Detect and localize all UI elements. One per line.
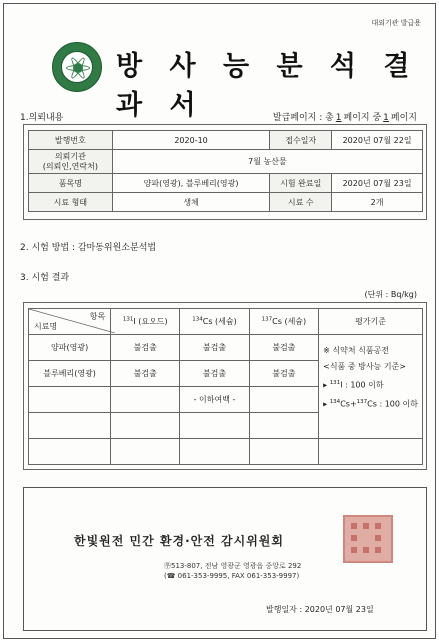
col-header-i131: $^{131}$I (요오드)	[111, 309, 180, 335]
section3-heading: 3. 시험 결과	[20, 273, 70, 283]
row4-empty	[180, 413, 249, 439]
receipt-date-value: 2020년 07월 22일	[332, 131, 423, 150]
item-label: 품목명	[29, 174, 113, 193]
row2-sample-name: 블루베리(영광)	[29, 361, 111, 387]
row3-empty	[249, 387, 318, 413]
sample-type-label: 시료 형태	[29, 193, 113, 212]
unit-label: (단위 : Bq/kg)	[364, 290, 417, 299]
official-seal-stamp-icon	[343, 515, 393, 563]
committee-name: 한빛원전 민간 환경·안전 감시위원회	[74, 534, 284, 548]
section1-heading: 1.의뢰내용	[20, 113, 64, 123]
row2-i131: 불검출	[111, 361, 180, 387]
col-header-cs137: $^{137}$Cs (세슘)	[249, 309, 318, 335]
row5-empty	[111, 439, 180, 465]
test-done-value: 2020년 07월 23일	[332, 174, 423, 193]
row3-empty	[29, 387, 111, 413]
document-page	[3, 3, 436, 639]
row1-i131: 불검출	[111, 335, 180, 361]
requester-value: 7월 농산물	[112, 150, 422, 174]
test-done-label: 시험 완료일	[270, 174, 332, 193]
row4-empty	[249, 413, 318, 439]
row2-cs137: 불검출	[249, 361, 318, 387]
row4-empty	[29, 413, 111, 439]
requester-label: 의뢰기관 (의뢰인,연락처)	[29, 150, 113, 174]
issued-date: 발행일자 : 2020년 07월 23일	[266, 605, 374, 614]
results-table	[28, 308, 423, 465]
col-header-criteria: 평가기준	[319, 309, 423, 335]
row1-sample-name: 양파(영광)	[29, 335, 111, 361]
organization-logo-icon	[52, 42, 102, 92]
sample-count-label: 시료 수	[270, 193, 332, 212]
page-title: 방 사 능 분 석 결 과 서	[116, 51, 419, 121]
issue-page-info: 발급페이지 : 총 1 페이지 중 1 페이지	[272, 113, 417, 123]
sample-type-value: 생체	[112, 193, 270, 212]
row1-cs134: 불검출	[180, 335, 249, 361]
copy-label: 대외기관 발급용	[371, 19, 421, 27]
info-table	[28, 130, 423, 212]
item-value: 양파(영광), 블루베리(영광)	[112, 174, 270, 193]
criteria-cell: ※ 식약처 식품공전 <식품 중 방사능 기준> ▸ $^{131}$I : 100 이하 ▸ $^{134}$Cs+$^{137}$Cs : 100 이하	[319, 335, 423, 439]
row5-empty	[319, 439, 423, 465]
row5-empty	[180, 439, 249, 465]
col-header-cs134: $^{134}$Cs (세슘)	[180, 309, 249, 335]
row5-empty	[249, 439, 318, 465]
phone-fax: (☎ 061-353-9995, FAX 061-353-9997)	[164, 572, 300, 580]
results-header-corner: 항목 시료명	[29, 309, 111, 335]
sample-count-value: 2개	[332, 193, 423, 212]
issue-no-value: 2020-10	[112, 131, 270, 150]
section2-heading: 2. 시험 방법 : 감마동위원소분석법	[20, 243, 157, 253]
address: ㉾513-807, 전남 영광군 영광읍 중앙로 292	[164, 562, 302, 570]
row3-empty	[111, 387, 180, 413]
row5-empty	[29, 439, 111, 465]
row1-cs137: 불검출	[249, 335, 318, 361]
row4-empty	[111, 413, 180, 439]
row2-cs134: 불검출	[180, 361, 249, 387]
issue-no-label: 발행번호	[29, 131, 113, 150]
receipt-date-label: 접수일자	[270, 131, 332, 150]
blank-note: - 이하여백 -	[180, 387, 249, 413]
